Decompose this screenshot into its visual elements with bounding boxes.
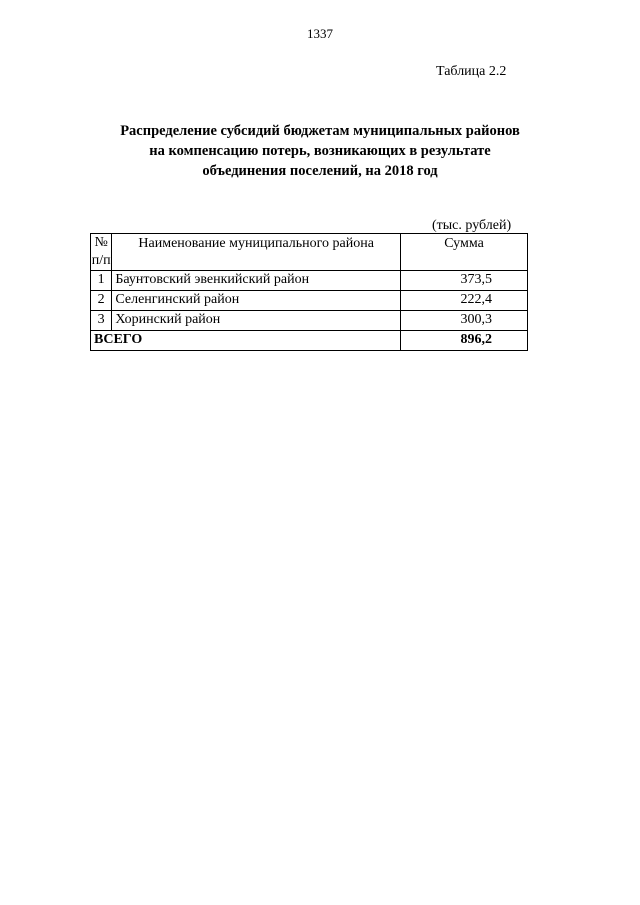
title-line: Распределение субсидий бюджетам муниципальных районов	[120, 123, 520, 139]
row-name: Селенгинский район	[112, 291, 401, 311]
document-title	[80, 121, 560, 181]
row-num: 3	[91, 311, 112, 331]
title-line: объединения поселений, на 2018 год	[202, 163, 438, 179]
title-line: на компенсацию потерь, возникающих в результате	[149, 143, 491, 159]
row-sum: 373,5	[401, 271, 528, 291]
subsidy-table	[90, 233, 528, 351]
total-sum: 896,2	[401, 331, 528, 351]
row-sum: 300,3	[401, 311, 528, 331]
table-row	[91, 271, 528, 291]
unit-label: (тыс. рублей)	[432, 218, 512, 233]
header-sum: Сумма	[401, 234, 528, 271]
table-header-row	[91, 234, 528, 271]
table-row	[91, 291, 528, 311]
total-row	[91, 331, 528, 351]
table-row	[91, 311, 528, 331]
row-num: 2	[91, 291, 112, 311]
header-num-line2: п/п	[91, 253, 111, 268]
row-sum: 222,4	[401, 291, 528, 311]
page-number: 1337	[307, 26, 333, 41]
header-name: Наименование муниципального района	[112, 234, 401, 271]
header-num	[91, 234, 112, 271]
row-name: Баунтовский эвенкийский район	[112, 271, 401, 291]
table-label: Таблица 2.2	[436, 64, 507, 79]
total-label: ВСЕГО	[91, 331, 401, 351]
row-num: 1	[91, 271, 112, 291]
row-name: Хоринский район	[112, 311, 401, 331]
header-num-line1: №	[94, 235, 108, 250]
